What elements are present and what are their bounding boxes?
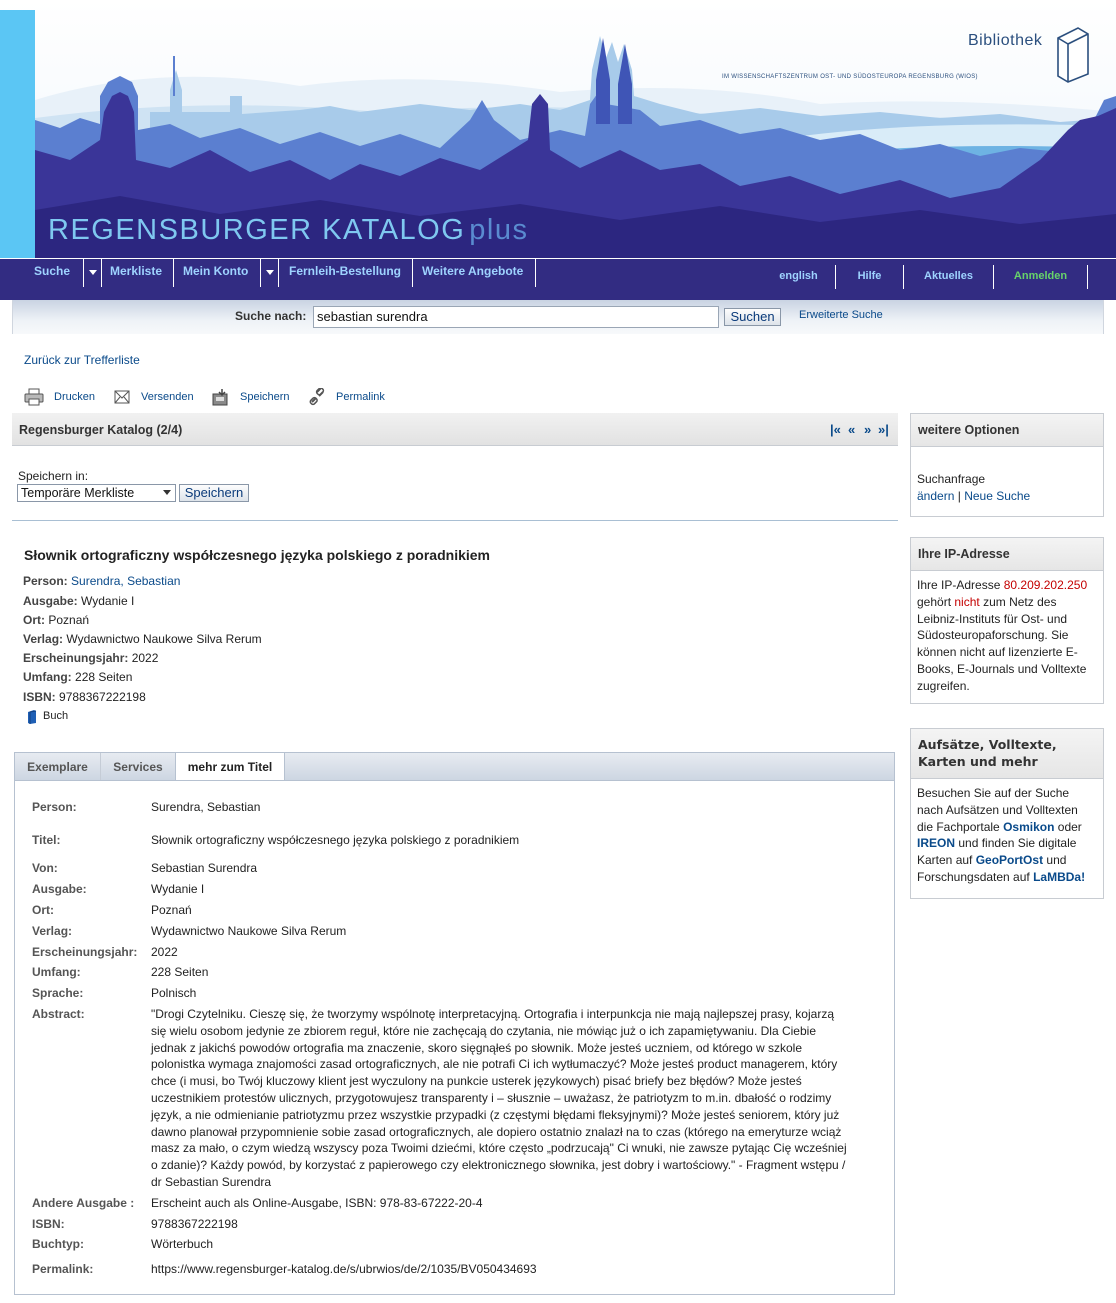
ireon-link[interactable]: IREON xyxy=(917,836,956,851)
search-bar xyxy=(12,300,1104,334)
sidebar-query-label: Suchanfrage xyxy=(917,472,986,486)
detail-jahr-label: Erscheinungsjahr: xyxy=(32,945,138,959)
printer-icon xyxy=(24,388,44,406)
book-icon xyxy=(27,710,37,724)
ip-not: nicht xyxy=(954,594,980,609)
detail-ausgabe-label: Ausgabe: xyxy=(32,882,87,896)
result-section-title: Regensburger Katalog (2/4) xyxy=(19,423,183,437)
nav-suche[interactable]: Suche xyxy=(26,259,84,287)
send-action[interactable] xyxy=(113,388,203,408)
detail-ausgabe-value: Wydanie I xyxy=(151,882,205,896)
detail-isbn-value: 9788367222198 xyxy=(151,1217,238,1231)
ip-text-2: gehört xyxy=(917,594,952,609)
nav-hilfe[interactable]: Hilfe xyxy=(836,265,904,289)
chevron-down-icon xyxy=(163,490,171,495)
detail-verlag-value: Wydawnictwo Naukowe Silva Rerum xyxy=(151,924,347,938)
divider xyxy=(12,520,898,521)
sidebar-more-text xyxy=(911,779,1103,892)
jahr-value: 2022 xyxy=(131,651,159,665)
sidebar-ip-title: Ihre IP-Adresse xyxy=(911,538,1103,571)
verlag-value: Wydawnictwo Naukowe Silva Rerum xyxy=(66,632,262,646)
nav-merkliste[interactable]: Merkliste xyxy=(102,259,174,287)
library-subtitle: IM WISSENSCHAFTSZENTRUM OST- UND SÜDOSTEUROPA REGENSBURG (WIOS) xyxy=(722,74,978,80)
more-text-1: Besuchen Sie auf der Suche nach Aufsätzen und Volltexten die Fachportale xyxy=(917,786,1078,834)
person-label: Person: xyxy=(23,574,68,588)
detail-sprache-value: Polnisch xyxy=(151,986,197,1000)
detail-umfang-label: Umfang: xyxy=(32,965,81,979)
permalink-label-tool: Permalink xyxy=(336,391,385,403)
catalog-title-plus: plus xyxy=(469,214,529,246)
sidebar-ip-text xyxy=(911,571,1103,701)
book-logo-icon xyxy=(1058,28,1088,82)
nav-mein-konto[interactable]: Mein Konto xyxy=(175,259,261,287)
record-person xyxy=(23,574,180,588)
ip-address: 80.209.202.250 xyxy=(1003,578,1088,592)
record-isbn xyxy=(23,690,146,704)
geoportost-link[interactable]: GeoPortOst xyxy=(975,853,1044,868)
back-to-results-link[interactable]: Zurück zur Trefferliste xyxy=(24,353,140,367)
detail-verlag-label: Verlag: xyxy=(32,924,73,938)
tab-mehr-zum-titel[interactable]: mehr zum Titel xyxy=(175,753,285,782)
sidebar-change-link[interactable]: ändern xyxy=(917,488,955,503)
header-banner xyxy=(0,0,1116,258)
detail-ort-value: Poznań xyxy=(151,903,192,917)
print-action[interactable] xyxy=(24,388,104,408)
nav-konto-dropdown-icon[interactable] xyxy=(261,259,279,287)
sidebar-ip-box xyxy=(910,537,1104,704)
record-ausgabe xyxy=(23,594,134,608)
more-text-3: und finden Sie digitale Karten auf xyxy=(917,836,1077,868)
detail-titel-value: Słownik ortograficzny współczesnego języka polskiego z poradnikiem xyxy=(151,833,520,847)
main-navigation xyxy=(0,258,1116,300)
ort-value: Poznań xyxy=(48,613,90,627)
catalog-title xyxy=(48,214,528,247)
pager-next[interactable]: » xyxy=(864,422,872,437)
detail-jahr-value: 2022 xyxy=(151,945,178,959)
record-jahr xyxy=(23,651,158,665)
detail-permalink-link[interactable]: https://www.regensburger-katalog.de/s/ubrwios/de/2/1035/BV050434693 xyxy=(151,1262,537,1276)
isbn-value: 9788367222198 xyxy=(59,690,146,704)
detail-umfang-value: 228 Seiten xyxy=(151,965,209,979)
sidebar-separator: | xyxy=(957,488,961,503)
envelope-icon xyxy=(113,388,133,406)
detail-von-label: Von: xyxy=(32,861,58,875)
verlag-label: Verlag: xyxy=(23,632,64,646)
media-type-label: Buch xyxy=(43,710,69,722)
catalog-title-main: REGENSBURGER KATALOG xyxy=(48,214,466,246)
detail-andere-label: Andere Ausgabe : xyxy=(32,1196,135,1210)
pager-last[interactable]: »| xyxy=(878,422,889,437)
detail-buchtyp-label: Buchtyp: xyxy=(32,1237,84,1251)
jahr-label: Erscheinungsjahr: xyxy=(23,651,129,665)
save-target-select[interactable] xyxy=(17,484,176,502)
detail-titel-label: Titel: xyxy=(32,833,61,847)
detail-ort-label: Ort: xyxy=(32,903,54,917)
person-link[interactable]: Surendra, Sebastian xyxy=(71,574,181,588)
save-target-value: Temporäre Merkliste xyxy=(21,486,135,500)
detail-andere-value: Erscheint auch als Online-Ausgabe, ISBN: 978-83-67222-20-4 xyxy=(151,1196,483,1210)
ip-text-1: Ihre IP-Adresse xyxy=(917,578,1001,592)
record-title: Słownik ortograficzny współczesnego języka polskiego z poradnikiem xyxy=(24,547,490,563)
tab-exemplare[interactable]: Exemplare xyxy=(15,753,101,781)
permalink-action[interactable] xyxy=(308,388,388,408)
send-label: Versenden xyxy=(141,391,194,403)
umfang-value: 228 Seiten xyxy=(75,670,133,684)
record-verlag xyxy=(23,632,262,646)
save-button[interactable]: Speichern xyxy=(179,484,249,502)
search-button[interactable]: Suchen xyxy=(724,308,781,326)
save-action[interactable] xyxy=(212,388,297,408)
save-in-label: Speichern in: xyxy=(18,469,89,483)
nav-anmelden[interactable]: Anmelden xyxy=(994,265,1088,289)
record-ort xyxy=(23,613,89,627)
detail-permalink-label: Permalink: xyxy=(32,1262,94,1276)
ort-label: Ort: xyxy=(23,613,45,627)
detail-von-value: Sebastian Surendra xyxy=(151,861,258,875)
nav-fernleih[interactable]: Fernleih-Bestellung xyxy=(281,259,413,287)
detail-abstract-label: Abstract: xyxy=(32,1007,85,1021)
ip-text-3: zum Netz des Leibniz-Instituts für Ost- und Südosteuropaforschung. Sie können nicht auf lizenzierte E-Books, E-Journals und Volltexte zugreifen. xyxy=(917,594,1087,693)
nav-suche-dropdown-icon[interactable] xyxy=(84,259,102,287)
more-text-4: und Forschungsdaten auf xyxy=(917,853,1067,884)
detail-isbn-label: ISBN: xyxy=(32,1217,65,1231)
lambda-link[interactable]: LaMBDa xyxy=(1033,869,1082,884)
search-label: Suche nach: xyxy=(235,309,307,323)
search-input[interactable]: sebastian surendra xyxy=(313,306,719,328)
save-icon xyxy=(212,388,232,406)
nav-english[interactable]: english xyxy=(762,265,836,289)
detail-sprache-label: Sprache: xyxy=(32,986,84,1000)
detail-abstract-text: "Drogi Czytelniku. Cieszę się, że tworzymy wspólnotę interpretacyjną. Ortografia i interpunkcja nie mają najlepszej prasy, kojarzą się wielu osobom jedynie ze zbiorem reguł, które nie zachęcają do czytania, nie mówiąc już o ich zapamiętywaniu. Dla Ciebie jednak z jakichś powodów ortografia ma znaczenie, skoro sięgnąłeś po słownik. Może jesteś uczniem, od którego w szkole polonistka wymaga znajomości zasad ortograficznych, ale nie potrafi Ci ich wytłumaczyć? Może jesteś product managerem, który chce (i musi, bo Twój kluczowy klient jest wyczulony na punkcie usterek językowych) pisać briefy bez błędów? Może jesteś uczestnikiem protestów ulicznych, przygotowujesz transparenty i – słusznie – uważasz, że patriotyzm to m.in. dbałość o rodzimy język, a nie odmienianie patriotyzmu przez wszystkie przypadki (z częstymi błędami fleksyjnymi)? Może jesteś seniorem, który już dawno planował przypomnienie sobie zasad ortograficznych, ale dopiero ostatnio znalazł na to czas (którego na emeryturze wciąż masz za mało, o czym wiedzą wszyscy poza Twoimi dziećmi, które często „podrzucają" Ci wnuki, nie zawsze pytając Cię wcześniej o zdanie)? Każdy powód, by korzystać z papierowego czy elektronicznego słownika, jest dobry i wartościowy." - Fragment wstępu / dr Sebastian Surendra xyxy=(151,1007,847,1189)
detail-buchtyp-value: Wörterbuch xyxy=(151,1237,214,1251)
sidebar-more-box xyxy=(910,728,1104,899)
umfang-label: Umfang: xyxy=(23,670,72,684)
pager-first[interactable]: |« xyxy=(830,422,841,437)
pager-prev[interactable]: « xyxy=(848,422,856,437)
more-text-2: oder xyxy=(1057,819,1082,834)
sidebar-options-box xyxy=(910,413,1104,517)
record-umfang xyxy=(23,670,132,684)
detail-person-label: Person: xyxy=(32,800,77,814)
ausgabe-value: Wydanie I xyxy=(81,594,135,608)
more-text-5: ! xyxy=(1081,869,1086,884)
advanced-search-link[interactable]: Erweiterte Suche xyxy=(799,309,883,321)
sidebar-new-search-link[interactable]: Neue Suche xyxy=(964,488,1031,503)
link-icon xyxy=(308,388,328,406)
nav-aktuelles[interactable]: Aktuelles xyxy=(904,265,994,289)
sidebar-more-title: Aufsätze, Volltexte, Karten und mehr xyxy=(911,729,1103,779)
detail-tabs xyxy=(14,752,895,780)
detail-panel xyxy=(14,780,895,1295)
osmikon-link[interactable]: Osmikon xyxy=(1003,819,1055,834)
result-section-header xyxy=(12,413,898,446)
sidebar-options-title: weitere Optionen xyxy=(911,414,1103,447)
isbn-label: ISBN: xyxy=(23,690,56,704)
ausgabe-label: Ausgabe: xyxy=(23,594,78,608)
library-name: Bibliothek xyxy=(968,32,1043,49)
save-label-tool: Speichern xyxy=(240,391,290,403)
print-label: Drucken xyxy=(54,391,95,403)
detail-person-link[interactable]: Surendra, Sebastian xyxy=(151,800,261,814)
nav-weitere-angebote[interactable]: Weitere Angebote xyxy=(414,259,536,287)
tab-services[interactable]: Services xyxy=(101,753,176,781)
